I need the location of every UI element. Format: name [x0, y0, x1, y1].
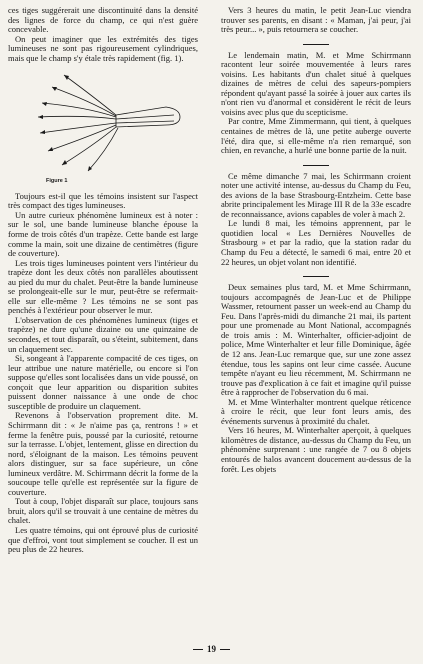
paragraph-autre: Un autre curieux phénomène lumineux est à noter : sur le sol, une bande lumineuse blanche épouse la forme de trois côtés d'un trapèze. Cette bande est large comme la main, soit une dizaine de centimètres (figure de couverture). — [8, 209, 198, 259]
paragraph-lundi: Le lundi 8 mai, les témoins apprennent, par le quotidien local « Les Dernières Nouvelles de Strasbourg » et par la radio, que la station radar du Champ du Feu a détecté, le samedi 6 mai, entre 20 et 22 heures, un objet volant non identifié. — [221, 218, 411, 267]
figure-caption: Figure 1 — [46, 178, 68, 185]
paragraph-intro: ces tiges suggérerait une discontinuité dans la densité des lignes de force du champ, ce qui n'est guère concevable. — [8, 5, 198, 35]
left-column — [8, 6, 198, 555]
field-lines-figure — [24, 67, 184, 177]
page-number-text: 19 — [207, 644, 216, 654]
paragraph-toujours: Toujours est-il que les témoins insistent sur l'aspect très compact des tiges lumineuses. — [8, 190, 198, 211]
paragraph-si: Si, songeant à l'apparente compacité de ces tiges, on leur attribue une nature matérielle, ou encore si l'on suppose qu'elles sont localisées dans un vide poussé, on conçoit que leur apparition ou disparition subites puissent donner naissance à une onde de choc susceptible de produire un claquement. — [8, 353, 198, 411]
paragraph-deux: Deux semaines plus tard, M. et Mme Schirrmann, toujours accompagnés de Jean-Luc et de Philippe Wassmer, retournent passer un week-end au Champ du Feu. Dans l'après-midi du dimanche 21 mai, ils partent pour une promenade au Mont National, accompagnés de trois amis : M. Winterhalter, officier-adjoint de police, Mme Winterhalter et leur fille Dominique, âgée de 12 ans. Jean-Luc remarque que, sur une zone assez étendue, tous les sapins ont leur cime cassée. Aucune tempête n'ayant eu lieu récemment, M. Schirrmann ne trouve pas d'explication à ce fait et imagine qu'il puisse être à rapprocher de l'observation du 6 mai. — [221, 282, 411, 398]
paragraph-quatre: Les quatre témoins, qui ont éprouvé plus de curiosité que d'effroi, vont tout simplement se coucher. Il est un peu plus de 22 heures. — [8, 524, 198, 555]
paragraph-vers3: Vers 3 heures du matin, le petit Jean-Luc viendra trouver ses parents, en disant : « Maman, j'ai peur, j'ai très peur... », puis retournera se coucher. — [221, 5, 411, 35]
right-column — [221, 6, 411, 474]
dash-right — [220, 649, 230, 650]
paragraph-contre: Par contre, Mme Zimmermann, qui tient, à quelques centaines de mètres de là, une petite auberge ouverte l'été, dira que, si elle-même n'a rien remarqué, son chien, en revanche, a hurlé une bonne partie de la nuit. — [221, 116, 411, 156]
paragraph-imagine: On peut imaginer que les extrémités des tiges lumineuses ne sont pas rigoureusement cylindriques, mais que le champ s'y étale très rapidement (fig. 1). — [8, 33, 198, 63]
paragraph-tout: Tout à coup, l'objet disparaît sur place, toujours sans bruit, alors qu'il se trouvait à une centaine de mètres du chalet. — [8, 496, 198, 526]
section-divider — [303, 165, 329, 166]
section-divider — [303, 44, 329, 45]
section-divider — [303, 276, 329, 277]
page-number — [0, 644, 423, 654]
paragraph-revenons: Revenons à l'observation proprement dite. M. Schirrmann dit : « Je n'aime pas ça, rentrons ! » et ferme la fenêtre puis, poussé par la curiosité, retourne sur la terrasse. L'objet, lentement, glisse en direction du nord, s'éloignant de la maison. Les témoins peuvent alors distinguer, sur sa face supérieure, un cône lumineux verdâtre. M. Schirrmann décrit la forme de la soucoupe telle qu'elle est représentée sur la figure de couverture. — [8, 410, 198, 497]
dash-left — [193, 649, 203, 650]
paragraph-vers16: Vers 16 heures, M. Winterhalter aperçoit, à quelques kilomètres de distance, au-dessus du Champ du Feu, un phénomène surprenant : une rangée de 7 ou 8 objets entourés de halos avancent doucement au-dessus de la forêt. Les objets — [221, 425, 411, 474]
paragraph-winter: M. et Mme Winterhalter montrent quelque réticence à croire le récit, que leur font leurs amis, des événements survenus à proximité du chalet. — [221, 396, 411, 426]
paragraph-trois: Les trois tiges lumineuses pointent vers l'intérieur du trapèze dont les deux côtés non parallèles aboutissent au pied du mur du chalet. Peut-être la bande lumineuse se prolongeait-elle sur le mur, peut-être se refermait-elle sur elle-même ? Les témoins ne se sont pas penchés à l'extérieur pour observer le mur. — [8, 257, 198, 316]
paragraph-dimanche: Ce même dimanche 7 mai, les Schirrmann croient noter une activité intense, au-dessus du Champ du Feu, des avions de la base Strasbourg-Entzheim. Cette base abrite principalement les Mirage III R de la 33e escadre de reconnaissance, avions capables de voler à mach 2. — [221, 170, 411, 219]
paragraph-lendemain: Le lendemain matin, M. et Mme Schirrmann racontent leur soirée mouvementée à leurs rares voisins. Les habitants d'un chalet situé à quelques dizaines de mètres de celui des sapeurs-pompiers répondent qu'ayant passé la soirée à jouer aux cartes ils n'ont rien vu d'anormal et considèrent le récit de leurs voisins avec plus que du scepticisme. — [221, 49, 411, 117]
paragraph-observation: L'observation de ces phénomènes lumineux (tiges et trapèze) ne dure qu'une dizaine ou une quinzaine de secondes, et tout disparaît, ou s'éteint, subitement, dans un claquement sec. — [8, 314, 198, 354]
